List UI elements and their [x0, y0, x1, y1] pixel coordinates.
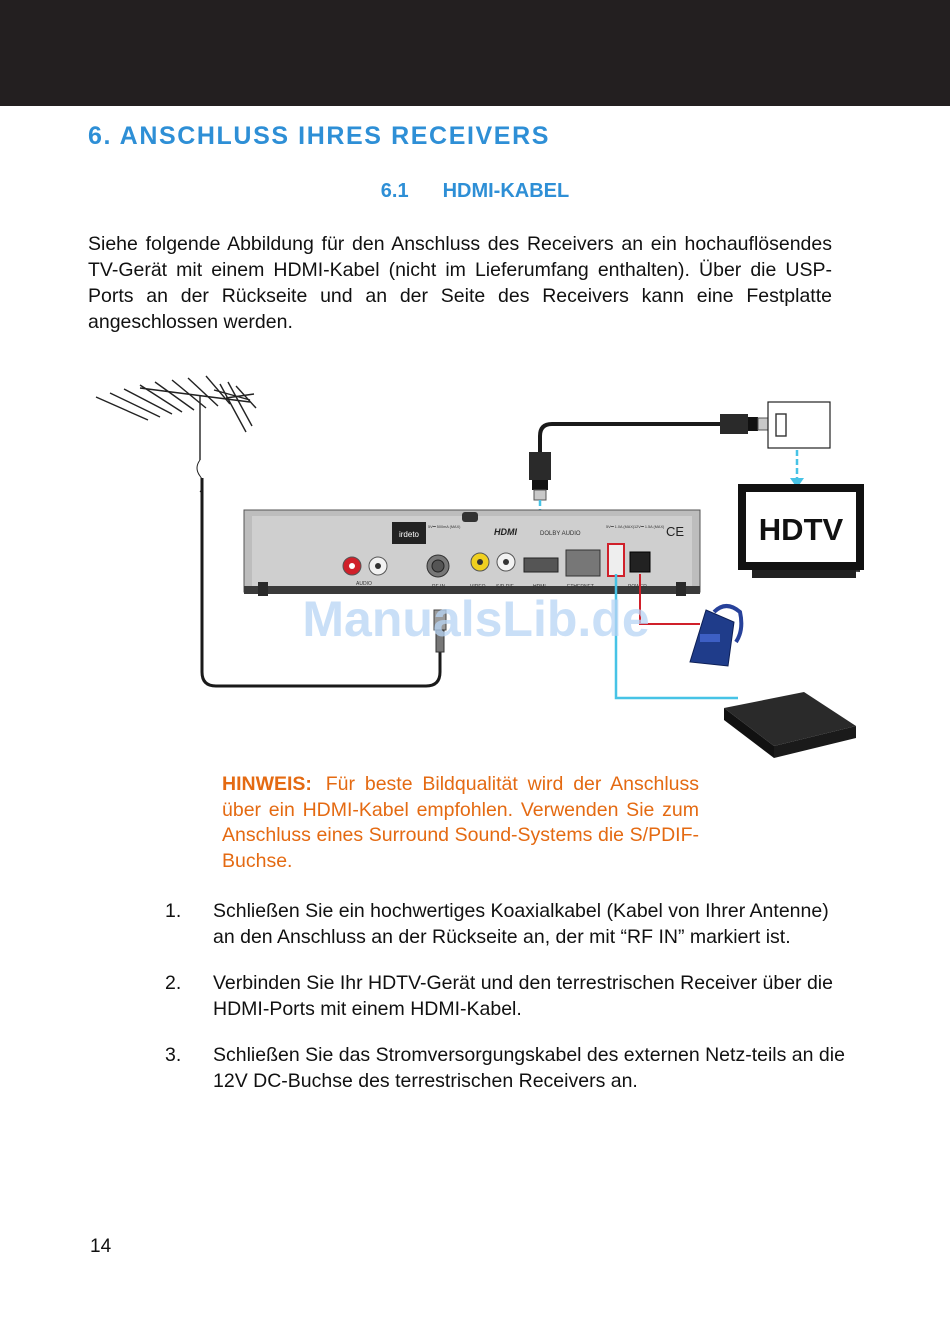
spdif-port — [497, 553, 515, 571]
step-text: Schließen Sie ein hochwertiges Koaxialkabel (Kabel von Ihrer Antenne) an den Anschluss an der Rückseite an, der mit “RF IN” markiert ist. — [213, 900, 829, 948]
intro-paragraph: Siehe folgende Abbildung für den Anschluss des Receivers an ein hochauflösendes TV-Gerät mit einem HDMI-Kabel (nicht im Lieferumfang enthalten). Über die USP-Ports an der Rückseite und an der Seite des Receivers kann eine Festplatte angeschlossen werden. — [88, 233, 832, 333]
hard-disk-icon — [724, 692, 856, 758]
power-adapter-icon — [690, 606, 741, 666]
rating-label: 5V⎓ 1.0A (MAX) — [606, 525, 635, 529]
step-text: Verbinden Sie Ihr HDTV-Gerät und den terrestrischen Receiver über die HDMI-Ports mit einem HDMI-Kabel. — [213, 972, 833, 1020]
port-label-spdif: S/P-DIF — [496, 584, 514, 590]
hdtv-label: HDTV — [758, 512, 844, 547]
hdmi-plug-horizontal-icon — [720, 414, 768, 434]
hdmi-logo: HDMI — [494, 527, 517, 537]
dolby-logo: DOLBY AUDIO — [540, 531, 581, 537]
ce-mark: CE — [666, 524, 685, 539]
section-heading: 6. ANSCHLUSS IHRES RECEIVERS — [88, 122, 551, 150]
hdmi-plug-vertical-icon — [529, 452, 551, 500]
steps-list — [165, 899, 845, 1115]
list-item — [165, 1043, 845, 1094]
port-label-video: VIDEO — [470, 584, 486, 590]
step-number: 2. — [165, 972, 182, 994]
port-label-rf-in: RF IN — [432, 584, 446, 590]
hdmi-cable — [540, 424, 722, 456]
page-number: 14 — [90, 1236, 112, 1257]
ethernet-port — [566, 550, 600, 576]
top-bar — [0, 0, 950, 106]
list-item — [165, 971, 845, 1022]
antenna-icon — [96, 376, 256, 492]
port-label-hdmi: HDMI — [533, 584, 546, 590]
watermark: ManualsLib.de — [302, 591, 650, 647]
note-box — [222, 772, 699, 874]
brand-label: irdeto — [398, 530, 420, 539]
step-number: 1. — [165, 900, 182, 922]
subsection-title: HDMI-KABEL — [442, 180, 570, 202]
hdmi-port — [524, 558, 558, 572]
usb-port — [608, 544, 624, 576]
subsection-heading — [0, 180, 950, 203]
connection-diagram — [0, 360, 950, 780]
rf-in-port — [427, 555, 449, 577]
port-label-ethernet: ETHERNET — [567, 584, 594, 590]
port-label-audio: AUDIO — [356, 581, 372, 587]
list-item — [165, 899, 845, 950]
step-number: 3. — [165, 1044, 182, 1066]
video-port — [471, 553, 489, 571]
rating-label: 12V⎓ 1.5A (MAX) — [634, 525, 665, 529]
rating-label: 5V⎓ 500mA (MAX) — [428, 525, 461, 529]
power-port — [630, 552, 650, 572]
step-text: Schließen Sie das Stromversorgungskabel des externen Netz-teils an die 12V DC-Buchse des terrestrischen Receivers an. — [213, 1044, 845, 1092]
note-text: Für beste Bildqualität wird der Anschluss über ein HDMI-Kabel empfohlen. Verwenden Sie zum Anschluss eines Surround Sound-Systems die S/PDIF-Buchse. — [222, 773, 700, 872]
port-label-power: POWER — [628, 584, 647, 590]
subsection-number: 6.1 — [380, 180, 409, 202]
note-label: HINWEIS: — [222, 773, 312, 795]
